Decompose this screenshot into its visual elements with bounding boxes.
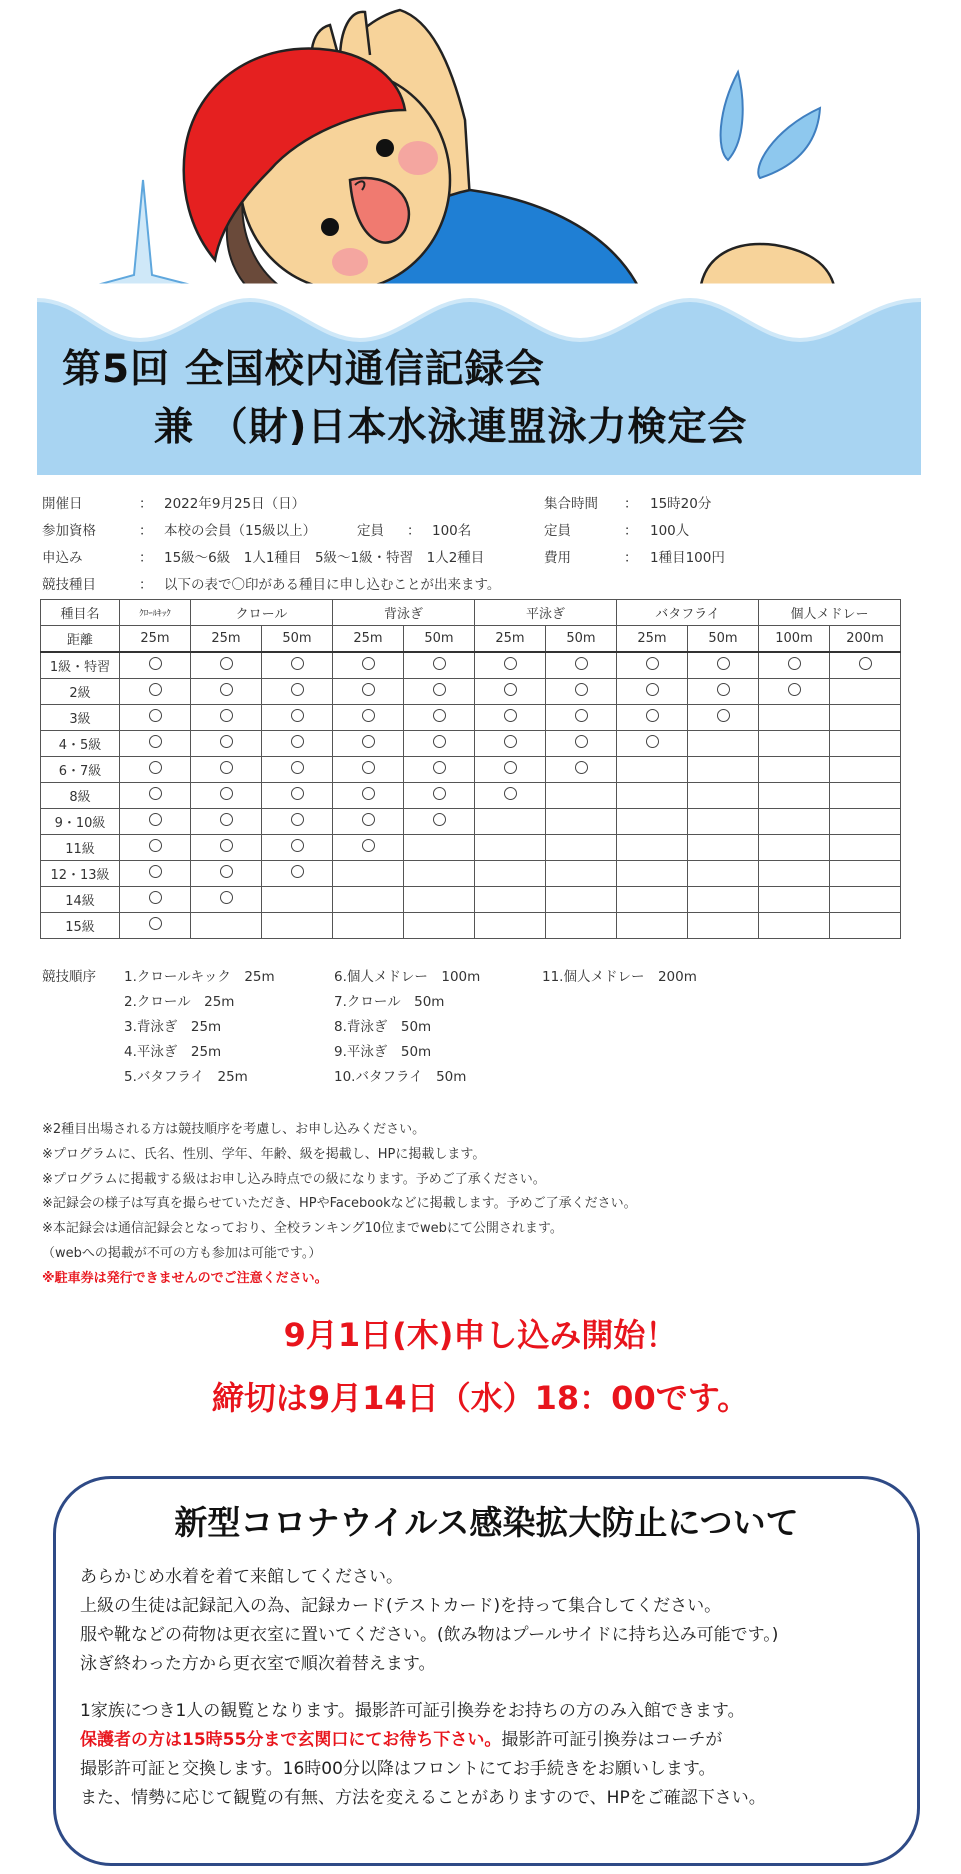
order-item: 11.個人メドレー 200m (542, 969, 697, 985)
distance-header-cell: 50m (404, 626, 475, 653)
note-line: ※本記録会は通信記録会となっており、全校ランキング10位までwebにて公開されます。 (42, 1221, 563, 1237)
mark-cell (830, 913, 901, 939)
mark-cell (475, 913, 546, 939)
mark-cell (617, 861, 688, 887)
circle-mark (433, 813, 446, 826)
mark-cell (759, 861, 830, 887)
circle-mark (149, 787, 162, 800)
order-item: 8.背泳ぎ 50m (334, 1019, 432, 1035)
colon: ： (624, 496, 638, 512)
mark-cell (404, 913, 475, 939)
mark-cell (333, 757, 404, 783)
circle-mark (717, 657, 730, 670)
mark-cell (262, 705, 333, 731)
mark-cell (617, 809, 688, 835)
circle-mark (859, 657, 872, 670)
mark-cell (688, 809, 759, 835)
grade-cell: 9・10級 (41, 809, 120, 835)
mark-cell (333, 887, 404, 913)
covid-line: 服や靴などの荷物は更衣室に置いてください。(飲み物はプールサイドに持ち込み可能です。) (80, 1625, 779, 1645)
circle-mark (149, 917, 162, 930)
mark-cell (759, 757, 830, 783)
mark-cell (546, 679, 617, 705)
circle-mark (220, 683, 233, 696)
mark-cell (262, 887, 333, 913)
meet-time-label: 集合時間 (544, 496, 598, 512)
header-event-cell: 種目名 (41, 600, 120, 626)
colon: ： (139, 577, 153, 593)
table-header-events (41, 600, 901, 626)
circle-mark (291, 839, 304, 852)
event-header-cell: 平泳ぎ (475, 600, 617, 626)
mark-cell (333, 809, 404, 835)
circle-mark (504, 735, 517, 748)
parking-warning: ※駐車券は発行できませんのでご注意ください。 (42, 1270, 328, 1286)
table-row (41, 809, 901, 835)
mark-cell (191, 783, 262, 809)
circle-mark (433, 683, 446, 696)
mark-cell (475, 731, 546, 757)
mark-cell (759, 809, 830, 835)
circle-mark (362, 761, 375, 774)
order-item: 7.クロール 50m (334, 994, 445, 1010)
mark-cell (546, 861, 617, 887)
circle-mark (362, 657, 375, 670)
mark-cell (546, 887, 617, 913)
event-header-cell: クロール (191, 600, 333, 626)
covid-body (80, 1563, 778, 1813)
mark-cell (120, 913, 191, 939)
distance-header-cell: 200m (830, 626, 901, 653)
grade-cell: 11級 (41, 835, 120, 861)
event-header-cell: ｸﾛｰﾙｷｯｸ (120, 600, 191, 626)
mark-cell (475, 679, 546, 705)
circle-mark (575, 683, 588, 696)
mark-cell (546, 705, 617, 731)
circle-mark (646, 683, 659, 696)
mark-cell (333, 913, 404, 939)
circle-mark (149, 761, 162, 774)
circle-mark (291, 735, 304, 748)
mark-cell (191, 705, 262, 731)
covid-line: 撮影許可証と交換します。16時00分以降はフロントにてお手続きをお願いします。 (80, 1759, 716, 1779)
fee-value: 1種目100円 (650, 550, 725, 566)
note-line: ※記録会の様子は写真を撮らせていただき、HPやFacebookなどに掲載します。予めご了承ください。 (42, 1196, 637, 1212)
mark-cell (688, 887, 759, 913)
order-item: 2.クロール 25m (124, 994, 235, 1010)
circle-mark (362, 787, 375, 800)
mark-cell (191, 913, 262, 939)
circle-mark (291, 683, 304, 696)
event-grade-table (40, 599, 901, 939)
table-row (41, 913, 901, 939)
mark-cell (262, 652, 333, 679)
circle-mark (291, 865, 304, 878)
circle-mark (291, 787, 304, 800)
distance-header-cell: 100m (759, 626, 830, 653)
mark-cell (120, 705, 191, 731)
mark-cell (688, 731, 759, 757)
mark-cell (617, 757, 688, 783)
circle-mark (149, 657, 162, 670)
mark-cell (404, 783, 475, 809)
header-distance-cell: 距離 (41, 626, 120, 653)
circle-mark (291, 813, 304, 826)
mark-cell (759, 731, 830, 757)
mark-cell (120, 652, 191, 679)
order-label: 競技順序 (42, 969, 96, 985)
colon: ： (624, 550, 638, 566)
mark-cell (120, 835, 191, 861)
mark-cell (688, 652, 759, 679)
grade-cell: 4・5級 (41, 731, 120, 757)
circle-mark (362, 813, 375, 826)
mark-cell (475, 757, 546, 783)
grade-cell: 3級 (41, 705, 120, 731)
capacity-value: 100名 (432, 523, 472, 539)
circle-mark (575, 735, 588, 748)
mark-cell (191, 731, 262, 757)
mark-cell (333, 652, 404, 679)
mark-cell (688, 861, 759, 887)
grade-cell: 15級 (41, 913, 120, 939)
mark-cell (830, 705, 901, 731)
mark-cell (546, 652, 617, 679)
mark-cell (546, 757, 617, 783)
mark-cell (191, 835, 262, 861)
mark-cell (120, 887, 191, 913)
circle-mark (220, 761, 233, 774)
circle-mark (149, 683, 162, 696)
order-item: 4.平泳ぎ 25m (124, 1044, 222, 1060)
mark-cell (191, 809, 262, 835)
covid-notice-box (53, 1476, 920, 1866)
circle-mark (504, 787, 517, 800)
mark-cell (404, 757, 475, 783)
apply-start: 9月1日(木)申し込み開始！ (283, 1316, 678, 1354)
apply-deadline: 締切は9月14日（水）18：00です。 (211, 1379, 750, 1417)
mark-cell (759, 835, 830, 861)
circle-mark (220, 813, 233, 826)
qualification-value: 本校の会員（15級以上） (164, 523, 317, 539)
circle-mark (575, 709, 588, 722)
circle-mark (433, 761, 446, 774)
circle-mark (646, 735, 659, 748)
circle-mark (362, 735, 375, 748)
mark-cell (688, 705, 759, 731)
mark-cell (617, 652, 688, 679)
mark-cell (262, 861, 333, 887)
circle-mark (149, 709, 162, 722)
mark-cell (830, 652, 901, 679)
date-label: 開催日 (42, 496, 83, 512)
mark-cell (617, 913, 688, 939)
circle-mark (504, 683, 517, 696)
mark-cell (830, 783, 901, 809)
circle-mark (220, 657, 233, 670)
mark-cell (262, 835, 333, 861)
circle-mark (504, 657, 517, 670)
mark-cell (617, 887, 688, 913)
mark-cell (333, 679, 404, 705)
circle-mark (149, 813, 162, 826)
covid-line: あらかじめ水着を着て来館してください。 (80, 1567, 403, 1587)
mark-cell (333, 783, 404, 809)
distance-header-cell: 50m (262, 626, 333, 653)
covid-red-text: 保護者の方は15時55分まで玄関口にてお待ち下さい。 (80, 1730, 502, 1750)
circle-mark (291, 761, 304, 774)
mark-cell (546, 783, 617, 809)
mark-cell (546, 835, 617, 861)
circle-mark (220, 865, 233, 878)
mark-cell (688, 835, 759, 861)
grade-cell: 1級・特習 (41, 652, 120, 679)
table-row (41, 679, 901, 705)
circle-mark (433, 657, 446, 670)
note-line: ※2種目出場される方は競技順序を考慮し、お申し込みください。 (42, 1122, 426, 1137)
circle-mark (575, 657, 588, 670)
mark-cell (546, 731, 617, 757)
date-value: 2022年9月25日（日） (164, 496, 306, 512)
notes (42, 1118, 637, 1292)
circle-mark (433, 735, 446, 748)
circle-mark (433, 709, 446, 722)
mark-cell (191, 679, 262, 705)
covid-title: 新型コロナウイルス感染拡大防止について (174, 1503, 799, 1542)
circle-mark (220, 787, 233, 800)
mark-cell (759, 887, 830, 913)
mark-cell (404, 679, 475, 705)
entry-value: 15級～6級 1人1種目 5級～1級・特習 1人2種目 (164, 550, 485, 566)
order-item: 3.背泳ぎ 25m (124, 1019, 222, 1035)
circle-mark (220, 891, 233, 904)
mark-cell (120, 679, 191, 705)
mark-cell (617, 783, 688, 809)
mark-cell (475, 861, 546, 887)
events-label: 競技種目 (42, 577, 96, 593)
distance-header-cell: 25m (617, 626, 688, 653)
mark-cell (475, 705, 546, 731)
covid-line: 1家族につき1人の観覧となります。撮影許可証引換券をお持ちの方のみ入館できます。 (80, 1701, 745, 1721)
table-row (41, 757, 901, 783)
page-subtitle: 兼 （財)日本水泳連盟泳力検定会 (154, 405, 748, 450)
mark-cell (830, 757, 901, 783)
circle-mark (433, 787, 446, 800)
mark-cell (120, 731, 191, 757)
table-row (41, 783, 901, 809)
mark-cell (262, 731, 333, 757)
mark-cell (262, 783, 333, 809)
mark-cell (120, 783, 191, 809)
circle-mark (220, 709, 233, 722)
note-line: ※プログラムに掲載する級はお申し込み時点での級になります。予めご了承ください。 (42, 1171, 546, 1187)
distance-header-cell: 25m (120, 626, 191, 653)
table-row (41, 705, 901, 731)
table-row (41, 861, 901, 887)
entry-label: 申込み (42, 550, 83, 566)
mark-cell (333, 861, 404, 887)
mark-cell (688, 679, 759, 705)
distance-header-cell: 25m (191, 626, 262, 653)
circle-mark (504, 761, 517, 774)
mark-cell (120, 809, 191, 835)
colon: ： (624, 523, 638, 539)
distance-header-cell: 50m (546, 626, 617, 653)
mark-cell (617, 835, 688, 861)
mark-cell (333, 705, 404, 731)
circle-mark (362, 709, 375, 722)
mark-cell (830, 679, 901, 705)
distance-header-cell: 25m (333, 626, 404, 653)
table-row (41, 835, 901, 861)
order-item: 1.クロールキック 25m (124, 969, 275, 985)
mark-cell (191, 757, 262, 783)
capacity2-label: 定員 (544, 523, 571, 539)
mark-cell (475, 835, 546, 861)
mark-cell (333, 835, 404, 861)
grade-cell: 2級 (41, 679, 120, 705)
circle-mark (220, 735, 233, 748)
circle-mark (788, 657, 801, 670)
mark-cell (759, 705, 830, 731)
mark-cell (404, 861, 475, 887)
covid-line: 泳ぎ終わった方から更衣室で順次着替えます。 (80, 1654, 436, 1674)
events-value: 以下の表で〇印がある種目に申し込むことが出来ます。 (164, 577, 501, 593)
table-row (41, 652, 901, 679)
order-item: 10.バタフライ 50m (334, 1069, 467, 1085)
covid-line: また、情勢に応じて観覧の有無、方法を変えることがありますので、HPをご確認下さい。 (80, 1788, 766, 1808)
mark-cell (404, 887, 475, 913)
mark-cell (475, 809, 546, 835)
meet-time-value: 15時20分 (650, 496, 712, 512)
colon: ： (407, 523, 421, 539)
circle-mark (646, 657, 659, 670)
mark-cell (262, 757, 333, 783)
mark-cell (688, 757, 759, 783)
mark-cell (830, 731, 901, 757)
event-header-cell: 個人メドレー (759, 600, 901, 626)
mark-cell (688, 783, 759, 809)
mark-cell (475, 887, 546, 913)
event-header-cell: 背泳ぎ (333, 600, 475, 626)
circle-mark (220, 839, 233, 852)
note-line: （webへの掲載が不可の方も参加は可能です。） (42, 1245, 322, 1261)
mark-cell (475, 783, 546, 809)
spacer (80, 1679, 778, 1697)
mark-cell (404, 835, 475, 861)
capacity2-value: 100人 (650, 523, 690, 539)
mark-cell (120, 757, 191, 783)
table-row (41, 731, 901, 757)
table-header-distances (41, 626, 901, 653)
fee-label: 費用 (544, 550, 571, 566)
mark-cell (617, 731, 688, 757)
mark-cell (191, 861, 262, 887)
order-item: 6.個人メドレー 100m (334, 969, 481, 985)
circle-mark (646, 709, 659, 722)
qualification-label: 参加資格 (42, 523, 96, 539)
mark-cell (759, 913, 830, 939)
mark-cell (333, 731, 404, 757)
distance-header-cell: 50m (688, 626, 759, 653)
note-line: ※プログラムに、氏名、性別、学年、年齢、級を掲載し、HPに掲載します。 (42, 1146, 486, 1162)
circle-mark (362, 839, 375, 852)
mark-cell (617, 705, 688, 731)
title-banner (37, 283, 921, 473)
circle-mark (717, 683, 730, 696)
mark-cell (759, 679, 830, 705)
grade-cell: 12・13級 (41, 861, 120, 887)
mark-cell (759, 783, 830, 809)
page-title: 第5回 全国校内通信記録会 (62, 347, 545, 392)
mark-cell (830, 809, 901, 835)
mark-cell (830, 835, 901, 861)
order-item: 9.平泳ぎ 50m (334, 1044, 432, 1060)
mark-cell (830, 861, 901, 887)
mark-cell (404, 809, 475, 835)
mark-cell (191, 887, 262, 913)
grade-cell: 8級 (41, 783, 120, 809)
circle-mark (575, 761, 588, 774)
mark-cell (404, 731, 475, 757)
distance-header-cell: 25m (475, 626, 546, 653)
mark-cell (830, 887, 901, 913)
circle-mark (291, 709, 304, 722)
colon: ： (139, 523, 153, 539)
mark-cell (475, 652, 546, 679)
mark-cell (759, 652, 830, 679)
event-header-cell: バタフライ (617, 600, 759, 626)
mark-cell (546, 913, 617, 939)
mark-cell (404, 652, 475, 679)
circle-mark (149, 865, 162, 878)
grade-cell: 6・7級 (41, 757, 120, 783)
covid-text: 撮影許可証引換券はコーチが (501, 1730, 723, 1750)
mark-cell (262, 679, 333, 705)
circle-mark (149, 891, 162, 904)
mark-cell (404, 705, 475, 731)
circle-mark (504, 709, 517, 722)
covid-line (80, 1726, 778, 1755)
colon: ： (139, 550, 153, 566)
grade-cell: 14級 (41, 887, 120, 913)
mark-cell (262, 913, 333, 939)
mark-cell (617, 679, 688, 705)
mark-cell (546, 809, 617, 835)
mark-cell (262, 809, 333, 835)
circle-mark (717, 709, 730, 722)
mark-cell (688, 913, 759, 939)
capacity-label: 定員 (357, 523, 384, 539)
circle-mark (291, 657, 304, 670)
circle-mark (149, 735, 162, 748)
circle-mark (788, 683, 801, 696)
mark-cell (191, 652, 262, 679)
circle-mark (149, 839, 162, 852)
mark-cell (120, 861, 191, 887)
colon: ： (139, 496, 153, 512)
table-row (41, 887, 901, 913)
circle-mark (362, 683, 375, 696)
order-item: 5.バタフライ 25m (124, 1069, 248, 1085)
covid-line: 上級の生徒は記録記入の為、記録カード(テストカード)を持って集合してください。 (80, 1596, 722, 1616)
